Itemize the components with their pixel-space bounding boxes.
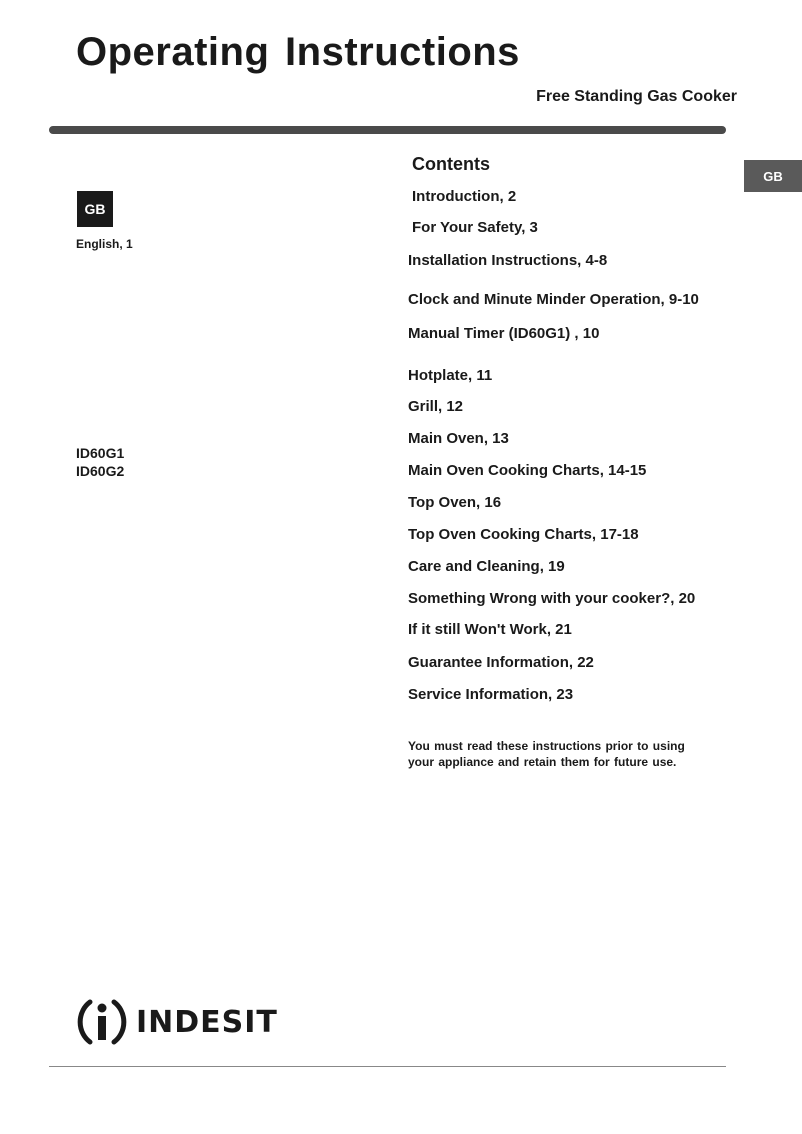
contents-heading: Contents [412,154,490,174]
page-title: Operating Instructions [76,30,520,74]
model-numbers [76,444,124,480]
toc-item-troubleshooting[interactable]: Something Wrong with your cooker?, 20 [408,590,696,607]
toc-item-main-oven-charts[interactable]: Main Oven Cooking Charts, 14-15 [408,462,647,479]
toc-item-grill[interactable]: Grill, 12 [408,398,464,415]
toc-item-top-oven-charts[interactable]: Top Oven Cooking Charts, 17-18 [408,526,639,543]
language-badge: GB [77,191,113,227]
toc-item-service[interactable]: Service Information, 23 [408,686,574,703]
footer-divider [49,1066,726,1067]
brand-name: INDESIT [136,1004,278,1040]
notice-line: You must read these instructions prior to using [408,739,685,753]
notice-line: your appliance and retain them for future use. [408,755,677,769]
model-number: ID60G1 [76,445,125,461]
toc-item-installation[interactable]: Installation Instructions, 4-8 [408,252,608,269]
indesit-logo-icon [76,994,128,1050]
toc-item-guarantee[interactable]: Guarantee Information, 22 [408,654,594,671]
header-divider [49,126,726,134]
toc-item-still-wont-work[interactable]: If it still Won't Work, 21 [408,621,572,638]
toc-item-hotplate[interactable]: Hotplate, 11 [408,367,493,384]
toc-item-main-oven[interactable]: Main Oven, 13 [408,430,509,447]
toc-item-safety[interactable]: For Your Safety, 3 [412,219,538,236]
brand-logo [76,993,276,1051]
language-label: English, 1 [76,237,133,251]
read-instructions-notice [408,738,708,770]
toc-item-introduction[interactable]: Introduction, 2 [412,188,517,205]
model-number: ID60G2 [76,463,125,479]
product-subtitle: Free Standing Gas Cooker [536,88,737,105]
toc-item-top-oven[interactable]: Top Oven, 16 [408,494,502,511]
toc-item-manual-timer[interactable]: Manual Timer (ID60G1) , 10 [408,325,600,342]
toc-item-clock[interactable]: Clock and Minute Minder Operation, 9-10 [408,291,699,308]
language-side-tab[interactable]: GB [744,160,802,192]
toc-item-care-cleaning[interactable]: Care and Cleaning, 19 [408,558,565,575]
